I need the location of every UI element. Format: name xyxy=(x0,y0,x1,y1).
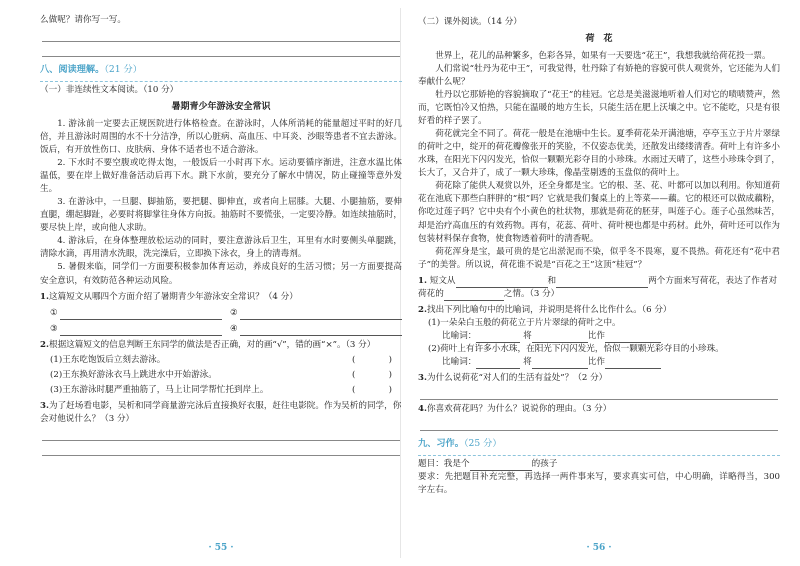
judge-item: (2)王东换好游泳衣马上跳进水中开始游泳。 ( ) xyxy=(50,369,392,382)
answer-line[interactable] xyxy=(42,27,400,42)
page-55 xyxy=(40,14,402,554)
judge-item: (3)王东游泳时腿严重抽筋了，马上让同学帮忙托到岸上。 ( ) xyxy=(50,384,392,397)
paragraph: 3. 在游泳中，一旦腿、脚抽筋，要把腿、脚伸直，或者向上屈膝。大腿、小腿抽筋，要伸直腿，绷起脚趾，必要时将脚掌往身体方向扳。抽筋时不要慌张，一定要冷静。如连续抽筋时，要尽快上岸，或向他人求助。 xyxy=(40,197,402,234)
question-2: 2.找出下列比喻句中的比喻词，并说明是将什么比作什么。（6 分） xyxy=(418,304,672,315)
answer-line[interactable] xyxy=(420,385,778,400)
section-9-heading: 九、习作。（25 分） xyxy=(418,438,502,450)
essay-requirement: 要求：先把题目补充完整，再选择一两件事来写，要求真实可信，中心明确，详略得当，300 字左右。 xyxy=(418,472,780,496)
answer-line[interactable] xyxy=(420,416,778,431)
section-divider xyxy=(40,81,402,82)
blank-row xyxy=(50,323,402,336)
metaphor-sentence: (2)荷叶上有许多小水珠，在阳光下闪闪发光，恰似一颗颗光彩夺目的小珍珠。 xyxy=(428,344,724,355)
question-1: 1. 短文从 和 两个方面来写荷花，表达了作者对荷花的 之情。（3 分） xyxy=(418,275,780,301)
blank-row xyxy=(50,307,402,320)
blank[interactable] xyxy=(605,332,661,343)
article-title: 荷 花 xyxy=(585,34,613,45)
blank[interactable] xyxy=(532,332,588,343)
paragraph: 牡丹以它那娇艳的容貌摘取了“花王”的桂冠。它总是美滋滋地听着人们对它的啧啧赞声，然而，它既怕冷又怕热，只能在温暖的地方生长，只能生活在肥上沃壤之中。它不能吃，只是有很好看的样子罢了。 xyxy=(418,89,780,127)
answer-line[interactable] xyxy=(42,441,400,456)
essay-topic: 题目：我是个 的孩子 xyxy=(418,458,780,471)
blank-3[interactable]: ③ xyxy=(50,323,222,336)
question-3: 3.为了赶场看电影，吴析和同学商量游完泳后直接换好衣服，赶往电影院。作为吴析的同学，你会对他说什么？（3 分） xyxy=(40,401,402,425)
judge-item: (1)王东吃饱饭后立刻去游泳。 ( ) xyxy=(50,354,392,367)
question-1: 1.这篇短文从哪四个方面介绍了暑期青少年游泳安全常识？（4 分） xyxy=(40,291,298,302)
answer-line[interactable] xyxy=(42,42,400,57)
paragraph: 1. 游泳前一定要去正规医院进行体格检查。在游泳时，人体所消耗的能量超过平时的好几倍，并且游泳时周围的水不十分洁净，所以心脏病、高血压、中耳炎、沙眼等患者不宜去游泳。饭后，有开放性伤口、皮肤病、身体不适者也不适合游泳。 xyxy=(40,118,402,155)
blank[interactable] xyxy=(456,277,548,288)
blank[interactable] xyxy=(532,358,588,369)
answer-parentheses[interactable]: ( ) xyxy=(352,384,392,395)
blank[interactable] xyxy=(476,358,520,369)
paragraph: 荷花浑身是宝，最可贵的是它出淤泥而不染，似乎冬不畏寒，夏不畏热。荷花还有“花中君子”的美誉。所以说，荷花谁不说是“百花之王”这顶“桂冠”？ xyxy=(418,246,780,270)
continued-question-text: 么做呢？请你写一写。 xyxy=(40,15,126,25)
blank-2[interactable]: ② xyxy=(230,307,402,320)
paragraph: 4. 游泳后，在身体整理放松运动的同时，要注意游泳后卫生，耳里有水时要侧头单腿跳，清除水滴，再用清水洗眼，洗完澡后，立即换下泳衣，身上的清毒剂。 xyxy=(40,236,402,260)
blank[interactable] xyxy=(605,358,661,369)
blank[interactable] xyxy=(444,290,504,301)
metaphor-answer-row: 比喻词： 将 比作 xyxy=(442,330,780,343)
blank[interactable] xyxy=(476,332,520,343)
blank-4[interactable]: ④ xyxy=(230,323,402,336)
paragraph: 荷花除了能供人观赏以外，还全身都是宝。它的根、茎、花、叶都可以加以利用。你知道荷花在池底下那些白胖胖的“根”吗？它就是我们餐桌上的上等菜——藕。它的根还可以做成藕粉，你吃过莲子吗？它中央有个小黄色的杜状物，那就是荷花的胚芽，叫莲子心。莲子心虽然味苦，却是治疗高血压的有效药物。再有，花蕊、荷叶、荷叶梗也都是中药材。此外，荷叶还可以作为包装材料保存食物，使食物透着荷叶的清香呢。 xyxy=(418,181,780,244)
section-divider xyxy=(418,455,780,456)
paragraph: 2. 下水时不要空腹或吃得太饱，一般饭后一小时再下水。运动要循序渐进，注意水温比体温低，要在岸上做好准备活动后再下水。跳下水前，要充分了解水中情况，防止碰撞等意外发生。 xyxy=(40,157,402,195)
part-1-heading: （一）非连续性文本阅读。（10 分） xyxy=(40,85,179,96)
blank-1[interactable]: ① xyxy=(50,307,222,320)
page-number: · 56 · xyxy=(586,543,612,554)
paragraph: 5. 暑假来临，同学们一方面要积极参加体育运动，养成良好的生活习惯；另一方面要提高安全意识，有效防范各种运动风险。 xyxy=(40,262,402,286)
part-2-heading: （二）课外阅读。（14 分） xyxy=(418,17,522,27)
metaphor-sentence: (1)一朵朵白玉般的荷花立于片片翠绿的荷叶之中。 xyxy=(428,317,621,328)
topic-blank[interactable] xyxy=(470,460,532,471)
paragraph: 荷花就完全不同了。荷花一般是在池塘中生长。夏季荷花朵开满池塘，亭亭玉立于片片翠绿的荷叶之中，绽开的荷花瓣像张开的笑脸，不仅姿态优美，还散发出缕缕清香。荷叶上有许多小水珠，在阳光下闪闪发光，恰似一颗颗光彩夺目的小珍珠。水雨过天晴了，这些小珍珠令到了，长大了，又合并了，成了一颗大珍珠，像晶莹剔透的玉盘似的荷叶上。 xyxy=(418,129,780,179)
paragraph: 世界上，花儿的品种繁多，色彩各异，如果有一天要选“花王”，我想我就给荷花投一票。 xyxy=(435,50,771,61)
paragraph: 人们常说“牡丹为花中王”，可我觉得，牡丹除了有娇艳的容貌可供人观赏外，它还能为人们奉献什么呢？ xyxy=(418,63,780,87)
page-number: · 55 · xyxy=(208,543,234,554)
answer-parentheses[interactable]: ( ) xyxy=(352,354,392,365)
blank[interactable] xyxy=(556,277,648,288)
answer-line[interactable] xyxy=(42,426,400,441)
page-56 xyxy=(418,14,780,554)
answer-parentheses[interactable]: ( ) xyxy=(352,369,392,380)
question-4: 4.你喜欢荷花吗？为什么？说说你的理由。（3 分） xyxy=(418,404,612,415)
section-8-heading: 八、阅读理解。（21 分） xyxy=(40,64,142,76)
article-title: 暑期青少年游泳安全常识 xyxy=(171,102,271,113)
question-3: 3.为什么说荷花“对人们的生活有益处”？（2 分） xyxy=(418,373,608,384)
question-2: 2.根据这篇短文的信息判断王东同学的做法是否正确，对的画“√”，错的画“×”。（3 分） xyxy=(40,339,376,350)
metaphor-answer-row: 比喻词： 将 比作 xyxy=(442,356,780,369)
